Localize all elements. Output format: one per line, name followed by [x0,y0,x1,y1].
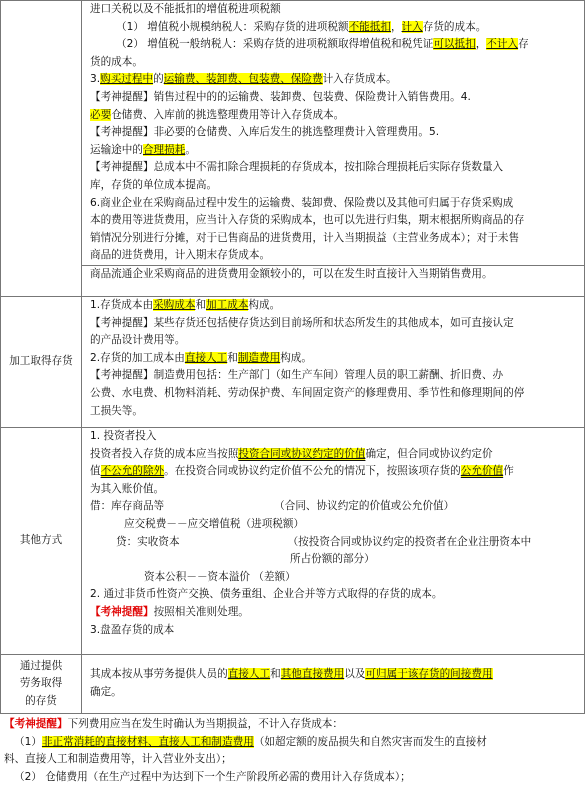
highlight: 可以抵扣 [433,38,476,51]
text-line: 2.存货的加工成本由直接人工和制造费用构成。 [90,351,312,364]
highlight: 加工成本 [206,299,249,311]
text-line: 【考神提醒】总成本中不需扣除合理损耗的存货成本，按扣除合理损耗后实际存货数量入 [90,161,504,174]
row-label-empty [1,1,82,297]
text-line: 1.存货成本由采购成本和加工成本构成。 [90,299,281,311]
highlight: 非正常消耗的直接材料、直接人工和制造费用 [41,735,254,748]
highlight: 不公允的除外 [100,465,165,478]
text-line: 1. 投资者投入 [90,430,157,442]
text-line: 3.购买过程中的运输费、装卸费、包装费、保险费计入存货成本。 [90,73,397,86]
highlight: 其他直接费用 [280,668,345,681]
table-row [1,1,585,297]
text-line: 【考神提醒】非必要的仓储费、入库后发生的挑选整理费计入管理费用。5. [90,126,440,139]
text-line: 工损失等。 [90,404,143,417]
text-line: （1）非正常消耗的直接材料、直接人工和制造费用（如超定额的废品损失和自然灾害而发生的直接材 [14,735,487,748]
highlight: 采购成本 [153,299,196,311]
highlight: 运输费、装卸费、包装费、保险费 [163,73,323,86]
highlight: 可归属于该存货的间接费用 [365,668,493,681]
text-line: 值不公允的除外。在投资合同或协议约定价值不公允的情况下，按照该项存货的公允价值作 [90,465,514,478]
text-line: 贷：实收资本 （按投资合同或协议约定的投资者在企业注册资本中 [116,535,532,548]
highlight: 购买过程中 [100,73,154,86]
text-line: 进口关税以及不能抵扣的增值税进项税额 [90,3,281,15]
text-line: 必要仓储费、入库前的挑选整理费用等计入存货成本。 [90,108,345,121]
text-line: 确定。 [90,686,122,698]
highlight: 必要 [90,108,112,121]
footer-notes [0,716,586,786]
row-content [82,655,585,714]
highlight: 投资合同或协议约定的价值 [238,447,366,460]
highlight: 制造费用 [237,351,281,364]
row-label: 其他方式 [1,428,82,655]
text-line: （1） 增值税小规模纳税人：采购存货的进项税额不能抵扣，计入存货的成本。 [116,20,487,33]
text-line: 商品流通企业采购商品的进货费用金额较小的，可以在发生时直接计入当期销售费用。 [90,267,493,280]
highlight: 公允价值 [460,465,504,478]
text-line: 公费、水电费、机物料消耗、劳动保护费、车间固定资产的修理费用、季节性和修理期间的停 [90,386,525,399]
text-line: 资本公积－－资本溢价 （差额） [144,570,296,583]
highlight: 不计入 [486,38,519,51]
text-line: 本的费用等进货费用，应当计入存货的采购成本，也可以先进行归集，期末根据所购商品的存 [90,214,525,227]
text-line: 应交税费－－应交增值税（进项税额） [124,517,305,530]
text-line: 3.盘盈存货的成本 [90,623,175,636]
text-line: 货的成本。 [90,55,143,68]
text-line: 【考神提醒】某些存货还包括使存货达到目前场所和状态所发生的其他成本，如可直接认定 [90,316,514,329]
text-line: 商品的进货费用，计入期末存货成本。 [90,249,271,262]
text-line: （2） 增值税一般纳税人：采购存货的进项税额取得增值税和税凭证可以抵扣，不计入存 [116,38,529,51]
text-line: 其成本按从事劳务提供人员的直接人工和其他直接费用以及可归属于该存货的间接费用 [90,668,493,681]
text-line: 借：库存商品等 （合同、协议约定的价值或公允价值） [90,500,455,513]
highlight: 直接人工 [227,668,271,681]
highlight: 不能抵扣 [348,20,391,33]
highlight: 计入 [401,20,423,33]
text-line: 投资者投入存货的成本应当按照投资合同或协议约定的价值确定，但合同或协议约定价 [90,447,493,460]
text-line: 的产品设计费用等。 [90,334,186,347]
text-line: 运输途中的合理损耗。 [90,143,196,156]
text-line: 销情况分别进行分摊，对于已售商品的进货费用，计入当期损益（主营业务成本）；对于未售 [90,231,520,244]
text-line: 库，存货的单位成本提高。 [90,178,218,191]
table-row [1,297,585,428]
text-line: 【考神提醒】按照相关准则处理。 [90,605,249,618]
highlight: 直接人工 [184,351,228,364]
text-line: 【考神提醒】下列费用应当在发生时确认为当期损益，不计入存货成本： [4,718,343,730]
table-row [1,655,585,714]
row-label: 通过提供 劳务取得 的存货 [1,655,82,714]
text-line: （2） 仓储费用（在生产过程中为达到下一个生产阶段所必需的费用计入存货成本）； [14,770,411,783]
row-content [82,1,585,297]
row-content [82,297,585,428]
text-line: 【考神提醒】销售过程中的的运输费、装卸费、包装费、保险费计入销售费用。4. [90,90,471,103]
table-row [1,428,585,655]
text-line: 为其入账价值。 [90,482,165,495]
text-line: 料、直接人工和制造费用等，计入营业外支出）； [4,753,232,766]
text-line: 所占份额的部分） [290,553,375,566]
row-content [82,428,585,655]
text-line: 6.商业企业在采购商品过程中发生的运输费、装卸费、保险费以及其他可归属于存货采购成 [90,196,514,209]
text-line: 【考神提醒】制造费用包括：生产部门（如生产车间）管理人员的职工薪酬、折旧费、办 [90,369,504,382]
row-label: 加工取得存货 [1,297,82,428]
highlight: 合理损耗 [142,143,186,156]
text-line: 2. 通过非货币性资产交换、债务重组、企业合并等方式取得的存货的成本。 [90,588,443,601]
